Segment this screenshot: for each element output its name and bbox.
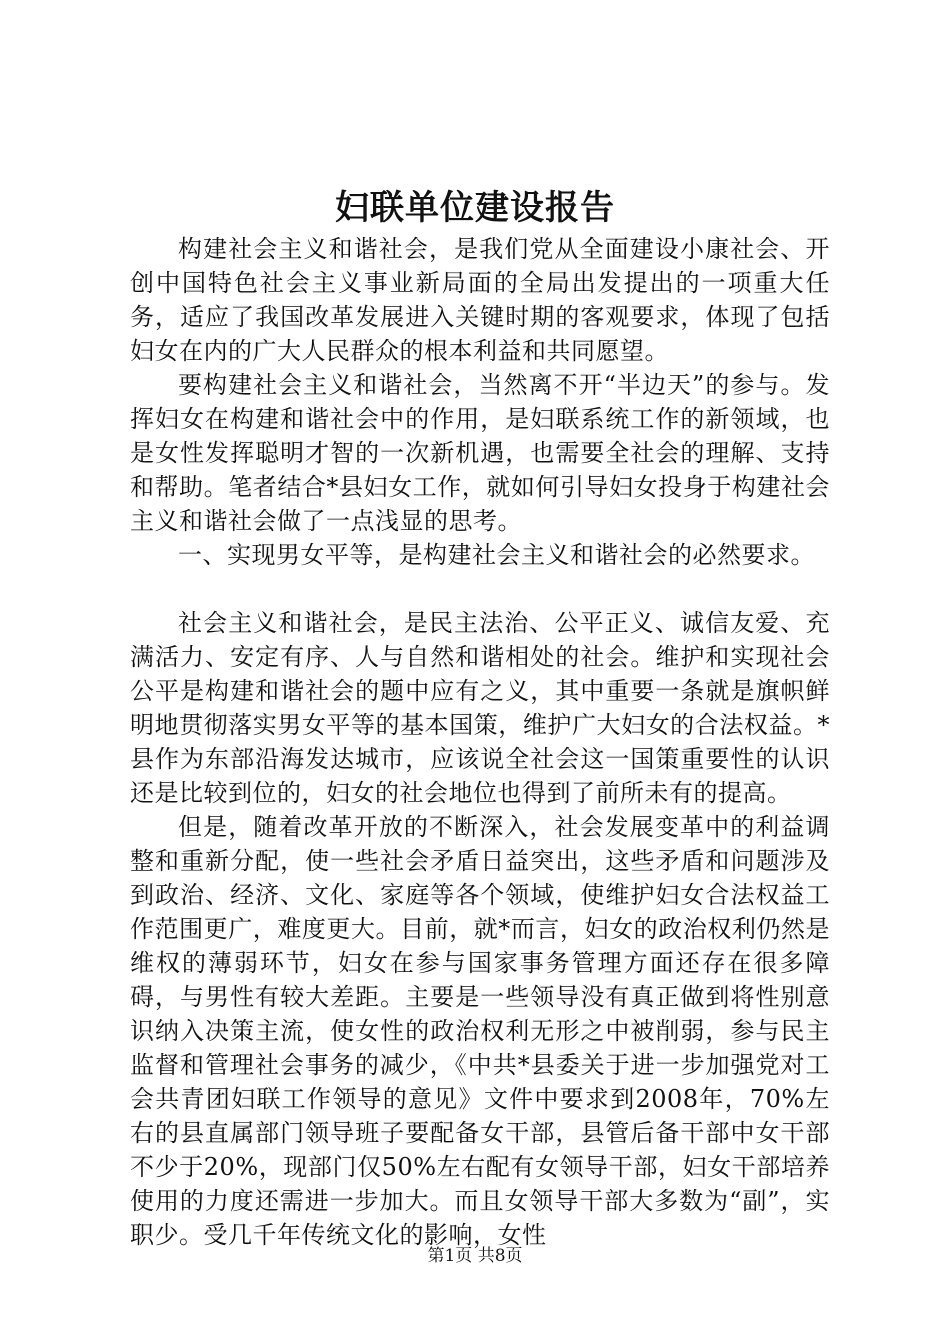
paragraph: 但是，随着改革开放的不断深入，社会发展变革中的利益调整和重新分配，使一些社会矛盾日益突出，这些矛盾和问题涉及到政治、经济、文化、家庭等各个领域，使维护妇女合法权益工作范围更广，难度更大。目前，就*而言，妇女的政治权利仍然是维权的薄弱环节，妇女在参与国家事务管理方面还存在很多障碍，与男性有较大差距。主要是一些领导没有真正做到将性别意识纳入决策主流，使女性的政治权利无形之中被削弱，参与民主监督和管理社会事务的减少，《中共*县委关于进一步加强党对工会共青团妇联工作领导的意见》文件中要求到2008年，70%左右的县直属部门领导班子要配备女干部，县管后备干部中女干部不少于20%，现部门仅50%左右配有女领导干部，妇女干部培养使用的力度还需进一步加大。而且女领导干部大多数为“副”，实职少。受几千年传统文化的影响，女性 (130, 813, 830, 1249)
section-heading: 一、实现男女平等，是构建社会主义和谐社会的必然要求。 (178, 541, 815, 569)
document-body (130, 232, 830, 1252)
document-title: 妇联单位建设报告 (335, 188, 615, 228)
paragraph: 社会主义和谐社会，是民主法治、公平正义、诚信友爱、充满活力、安定有序、人与自然和谐相处的社会。维护和实现社会公平是构建和谐社会的题中应有之义，其中重要一条就是旗帜鲜明地贯彻落实男女平等的基本国策，维护广大妇女的合法权益。*县作为东部沿海发达城市，应该说全社会这一国策重要性的认识还是比较到位的，妇女的社会地位也得到了前所未有的提高。 (130, 609, 830, 807)
paragraph: 要构建社会主义和谐社会，当然离不开“半边天”的参与。发挥妇女在构建和谐社会中的作用，是妇联系统工作的新领域，也是女性发挥聪明才智的一次新机遇，也需要全社会的理解、支持和帮助。笔者结合*县妇女工作，就如何引导妇女投身于构建社会主义和谐社会做了一点浅显的思考。 (130, 371, 830, 535)
paragraph: 构建社会主义和谐社会，是我们党从全面建设小康社会、开创中国特色社会主义事业新局面的全局出发提出的一项重大任务，适应了我国改革发展进入关键时期的客观要求，体现了包括妇女在内的广大人民群众的根本利益和共同愿望。 (130, 235, 830, 365)
page-footer: 第1页 共8页 (427, 1246, 523, 1266)
